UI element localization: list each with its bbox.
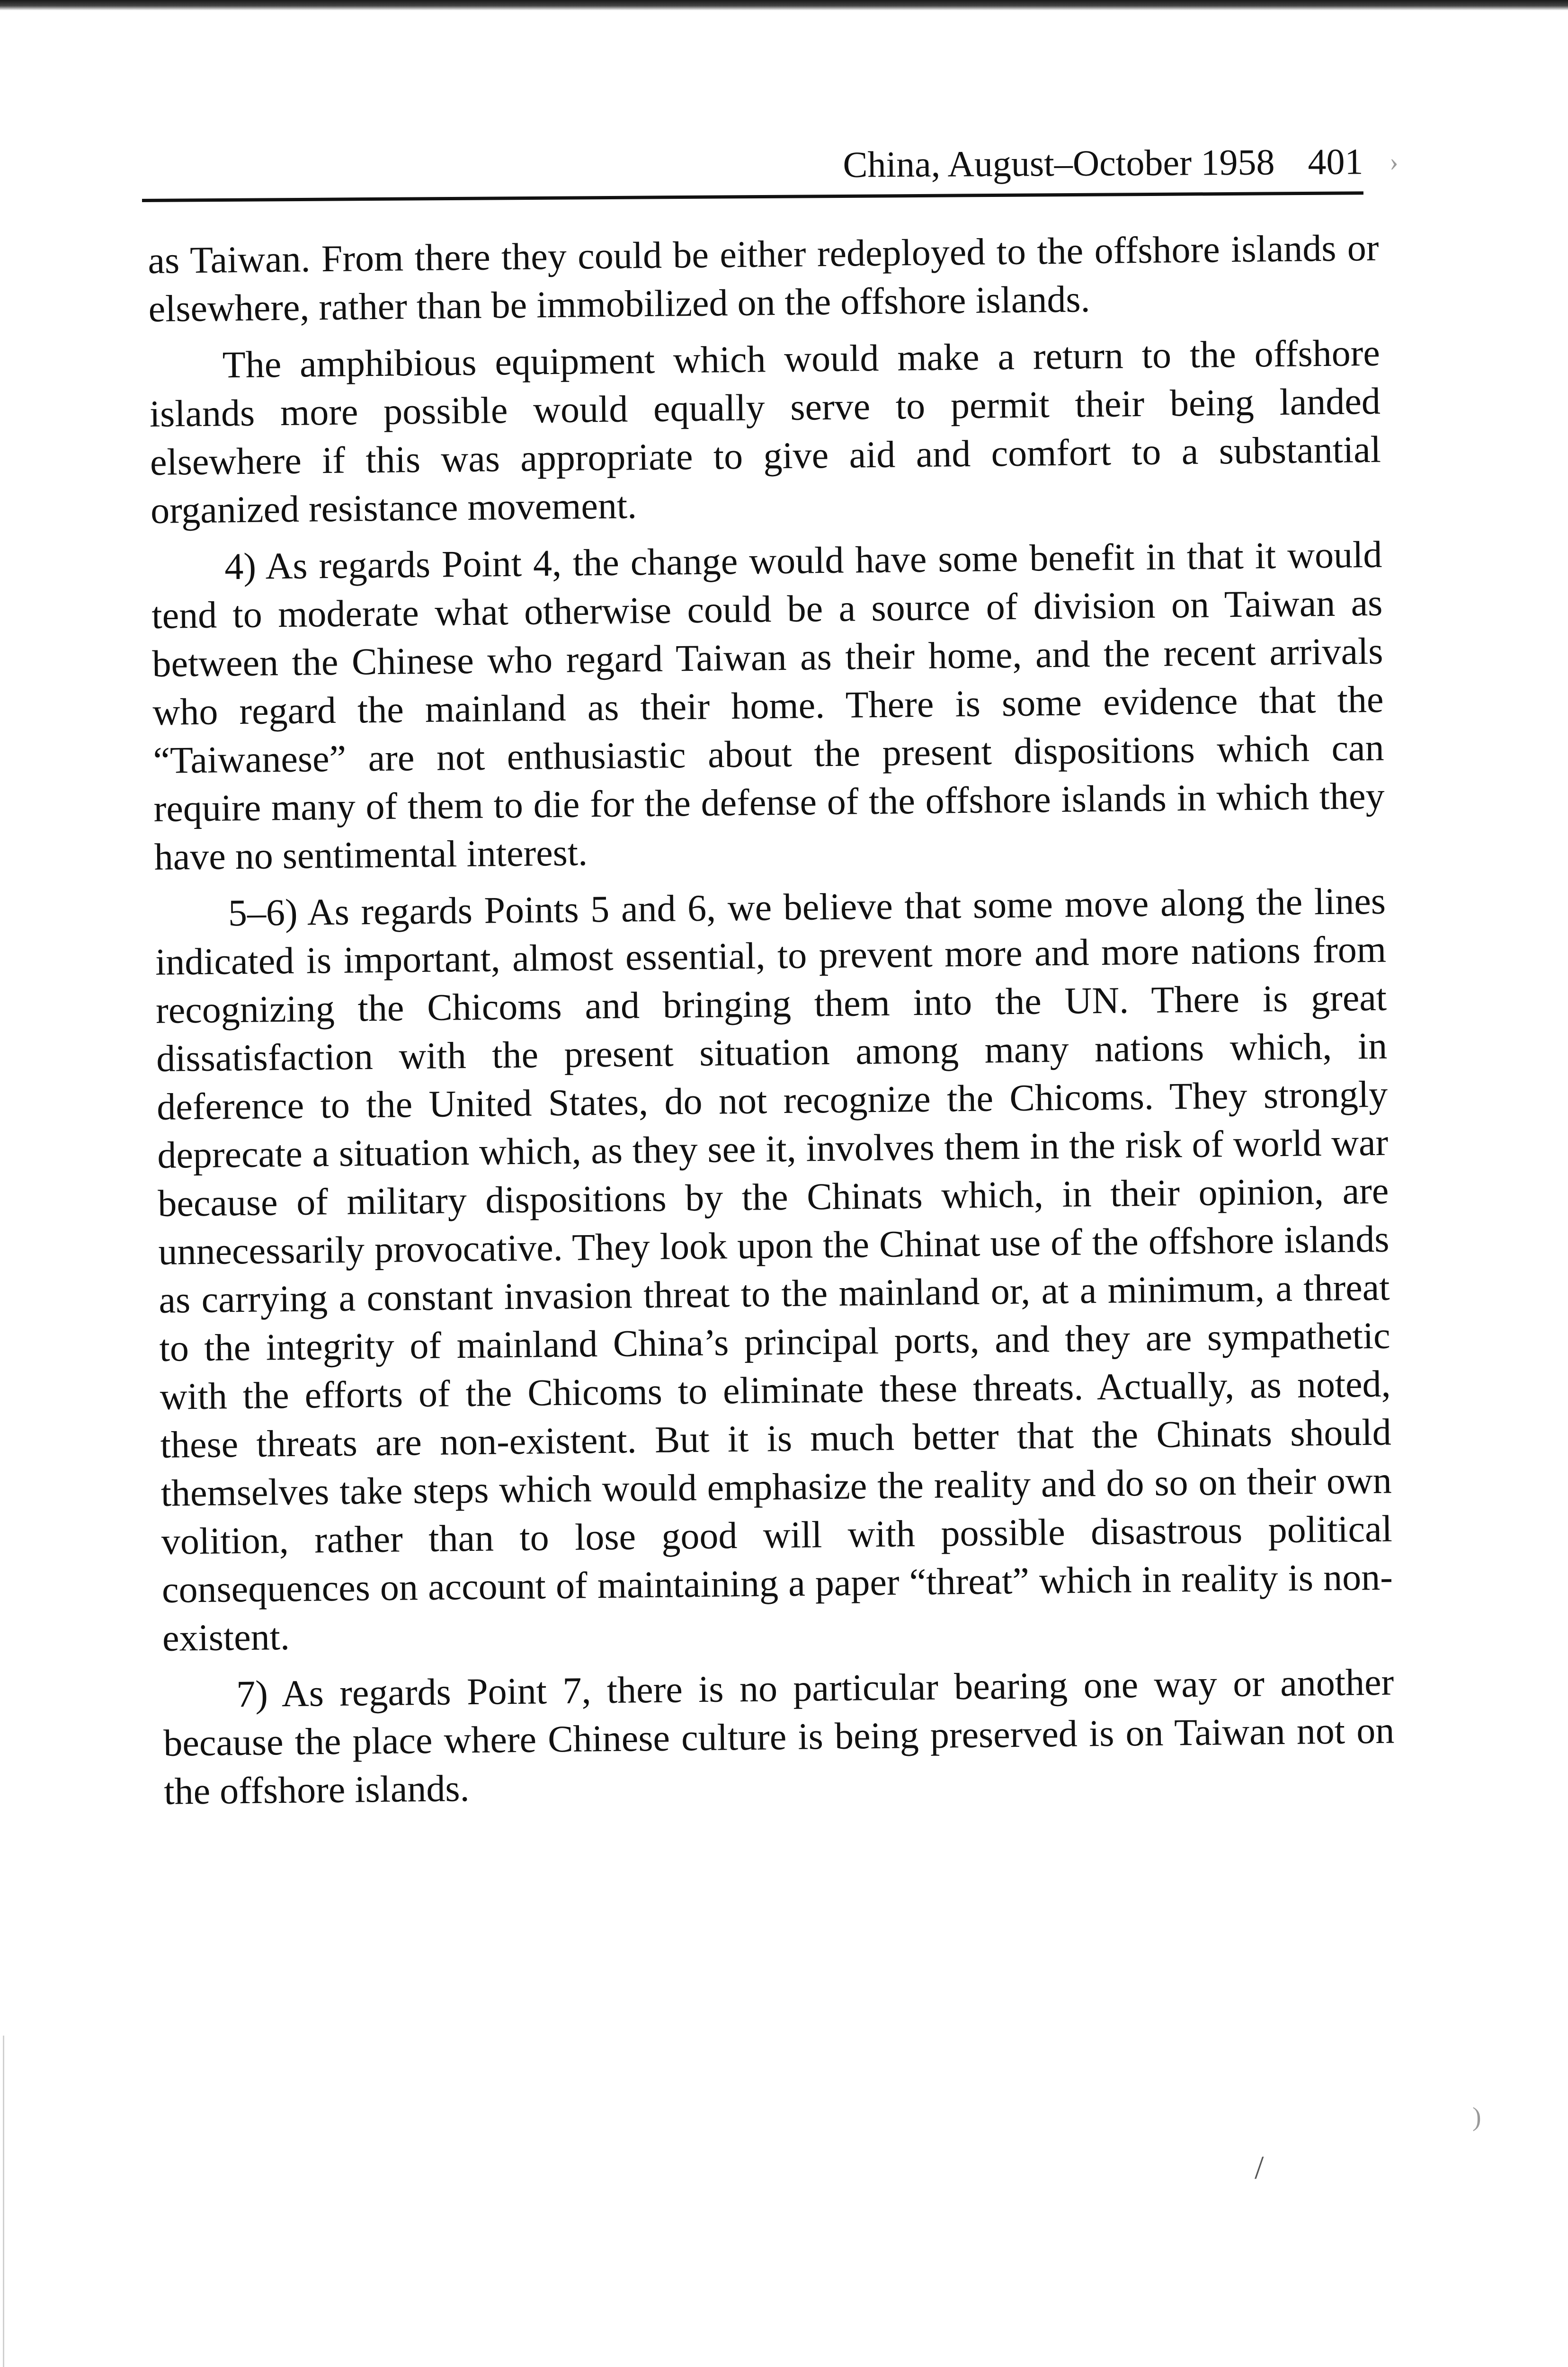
- paragraph-2: The amphibious equipment which would make a return to the offshore islands more possible would equally serve to permit their being landed elsewhere if this was appropriate to give aid and comfort to a substantial organized resistance movement.: [149, 332, 1381, 532]
- running-title: China, August–October 1958: [843, 141, 1275, 185]
- page-number: 401: [1308, 141, 1363, 182]
- paragraph-1: as Taiwan. From there they could be either redeployed to the offshore islands or elsewhere, rather than be immobilized on the offshore islands.: [148, 227, 1379, 330]
- scan-top-edge: [0, 0, 1568, 10]
- margin-pen-stroke: /: [1255, 2150, 1264, 2186]
- page-header: [142, 125, 1363, 202]
- paragraph-points-5-6: 5–6) As regards Points 5 and 6, we believe that some move along the lines indicated is important, almost essential, to prevent more and more nations from recognizing the Chicoms and bringing them into the UN. There is great dissatisfaction with the present situation among many nations which, in deference to the United States, do not recognize the Chicoms. They strongly deprecate a situation which, as they see it, involves them in the risk of world war because of military dispositions by the Chinats which, in their opinion, are unnecessarily provocative. They look upon the Chinat use of the offshore islands as carrying a constant invasion threat to the mainland or, at a minimum, a threat to the integrity of mainland China’s principal ports, and they are sympathetic with the efforts of the Chicoms to eliminate these threats. Actually, as noted, these threats are non-existent. But it is much better that the Chinats should themselves take steps which would emphasize the reality and do so on their own volition, rather than to lose good will with possible disastrous political consequences on account of maintaining a paper “threat” which in reality is non-existent.: [155, 880, 1393, 1659]
- margin-tick-mark: ›: [1390, 147, 1399, 177]
- document-body: [148, 224, 1395, 1824]
- margin-bracket-mark: ): [1472, 2102, 1481, 2132]
- paragraph-point-7: 7) As regards Point 7, there is no particular bearing one way or another because the place where Chinese culture is being preserved is on Taiwan not on the offshore islands.: [163, 1661, 1395, 1813]
- paragraph-point-4: 4) As regards Point 4, the change would have some benefit in that it would tend to moderate what otherwise could be a source of division on Taiwan as between the Chinese who regard Taiwan as their home, and the recent arrivals who regard the mainland as their home. There is some evidence that the “Taiwanese” are not enthusiastic about the present dispositions which can require many of them to die for the defense of the offshore islands in which they have no sentimental interest.: [151, 534, 1385, 878]
- running-head: [843, 140, 1363, 186]
- scan-left-edge-mark: [3, 2036, 4, 2367]
